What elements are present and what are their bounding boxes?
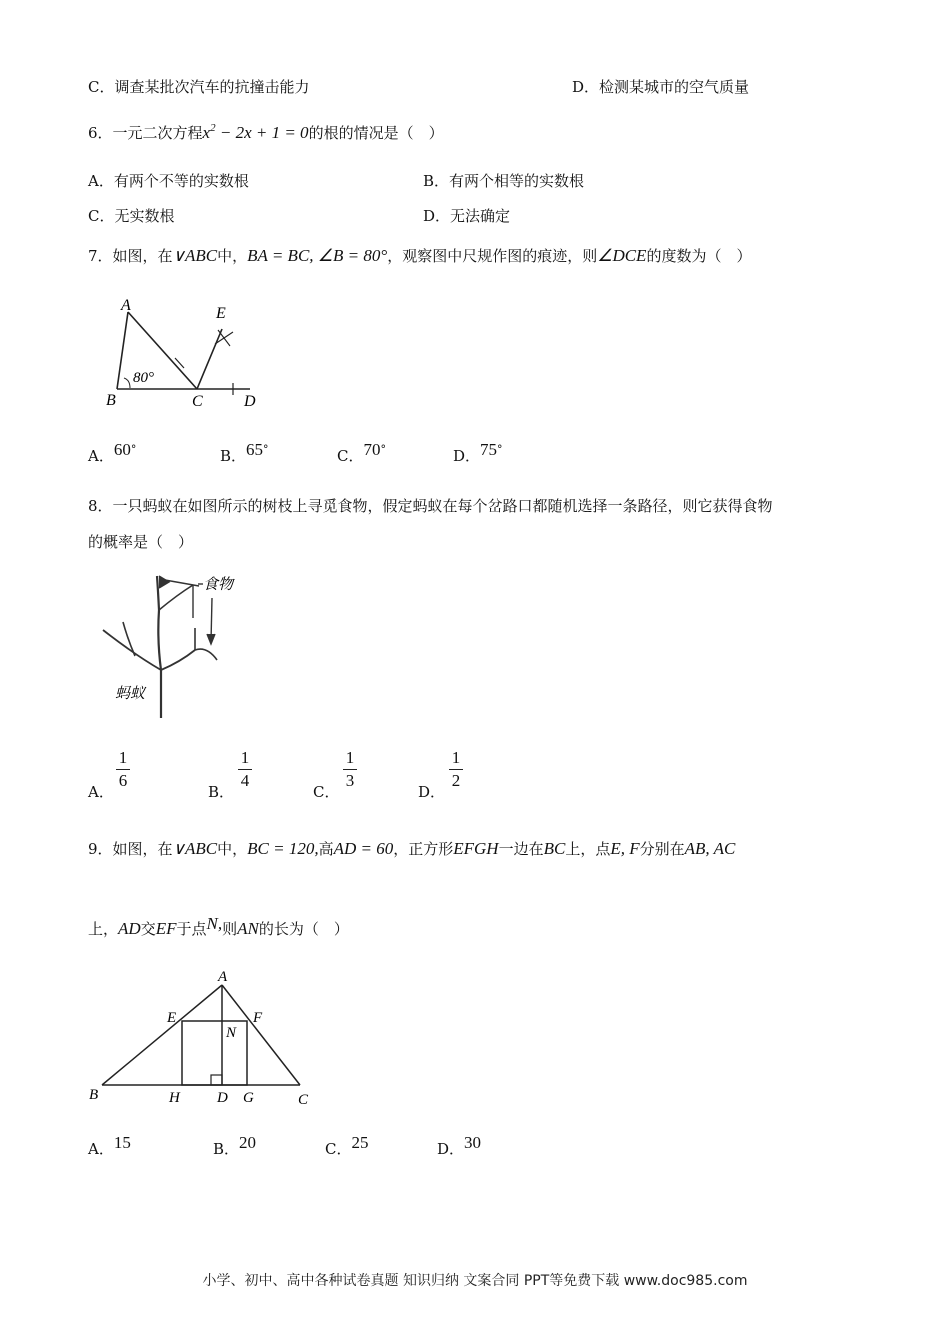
- q9-label-h: H: [169, 1090, 180, 1106]
- q5-option-d: D．检测某城市的空气质量: [572, 78, 750, 96]
- q6-option-c: C．无实数根: [88, 207, 175, 225]
- q9-label-f: F: [253, 1010, 263, 1026]
- q9-option-d: D．30: [437, 1133, 482, 1158]
- q7-option-c: C．70°: [337, 440, 386, 465]
- q9-option-b: B．20: [213, 1133, 257, 1158]
- q8-option-a-fraction: 1 6: [116, 749, 130, 790]
- q7-label-c: C: [192, 393, 203, 410]
- q6-stem: 6．一元二次方程$x^2 - 2x + 1 = 0$的根的情况是（ ）: [88, 122, 444, 142]
- q9-label-n: N: [226, 1025, 237, 1041]
- q7-angle-label: 80°: [133, 370, 154, 386]
- q9-figure: [85, 965, 325, 1110]
- q8-tree-figure: [95, 570, 255, 722]
- q8-stem-line2: 的概率是（ ）: [88, 533, 194, 551]
- q7-figure: [100, 292, 270, 412]
- q5-option-c: C．调查某批次汽车的抗撞击能力: [88, 78, 310, 96]
- q8-option-d-label: D．: [418, 783, 446, 801]
- q8-stem-line1: 8．一只蚂蚁在如图所示的树枝上寻觅食物，假定蚂蚁在每个岔路口都随机选择一条路径，则它获得食物: [88, 497, 773, 515]
- q8-option-b-label: B．: [208, 783, 235, 801]
- q7-label-e: E: [216, 305, 226, 322]
- q8-option-d-fraction: 1 2: [449, 749, 463, 790]
- q7-option-b: B．65°: [220, 440, 269, 465]
- q8-option-a-label: A．: [88, 783, 114, 801]
- q9-label-d: D: [217, 1090, 228, 1106]
- q9-stem-line2: 上，AD交EF于点N,则AN的长为（ ）: [88, 914, 349, 938]
- q9-stem-line1: 9．如图，在∨ABC中，BC = 120,高AD = 60，正方形EFGH一边在BC上，点E, F分别在AB, AC: [88, 839, 736, 858]
- q7-option-a: A．60°: [88, 440, 137, 465]
- q8-option-c-label: C．: [313, 783, 340, 801]
- q8-option-b-fraction: 1 4: [238, 749, 252, 790]
- q7-option-d: D．75°: [453, 440, 503, 465]
- q9-label-e: E: [167, 1010, 177, 1026]
- q7-label-d: D: [244, 393, 256, 410]
- q9-option-a: A．15: [88, 1133, 131, 1158]
- q7-label-a: A: [121, 297, 131, 314]
- q9-label-c: C: [298, 1092, 309, 1108]
- q7-stem: 7．如图，在∨ABC中，BA = BC, ∠B = 80°，观察图中尺规作图的痕迹，则∠DCE的度数为（ ）: [88, 246, 752, 265]
- q7-label-b: B: [106, 392, 116, 409]
- q6-equation: $x^2 - 2x + 1 = 0$: [202, 122, 309, 142]
- q9-option-c: C．25: [325, 1133, 369, 1158]
- q9-label-a: A: [218, 969, 228, 985]
- q8-option-c-fraction: 1 3: [343, 749, 357, 790]
- q9-label-b: B: [89, 1087, 99, 1103]
- q6-option-a: A．有两个不等的实数根: [88, 172, 249, 190]
- page-footer: 小学、初中、高中各种试卷真题 知识归纳 文案合同 PPT等免费下载 www.doc985.com: [202, 1273, 748, 1289]
- q8-ant-label: 蚂蚁: [115, 686, 146, 702]
- q6-option-b: B．有两个相等的实数根: [423, 172, 585, 190]
- q8-food-label: 食物: [203, 577, 234, 593]
- q6-option-d: D．无法确定: [423, 207, 511, 225]
- q9-label-g: G: [243, 1090, 254, 1106]
